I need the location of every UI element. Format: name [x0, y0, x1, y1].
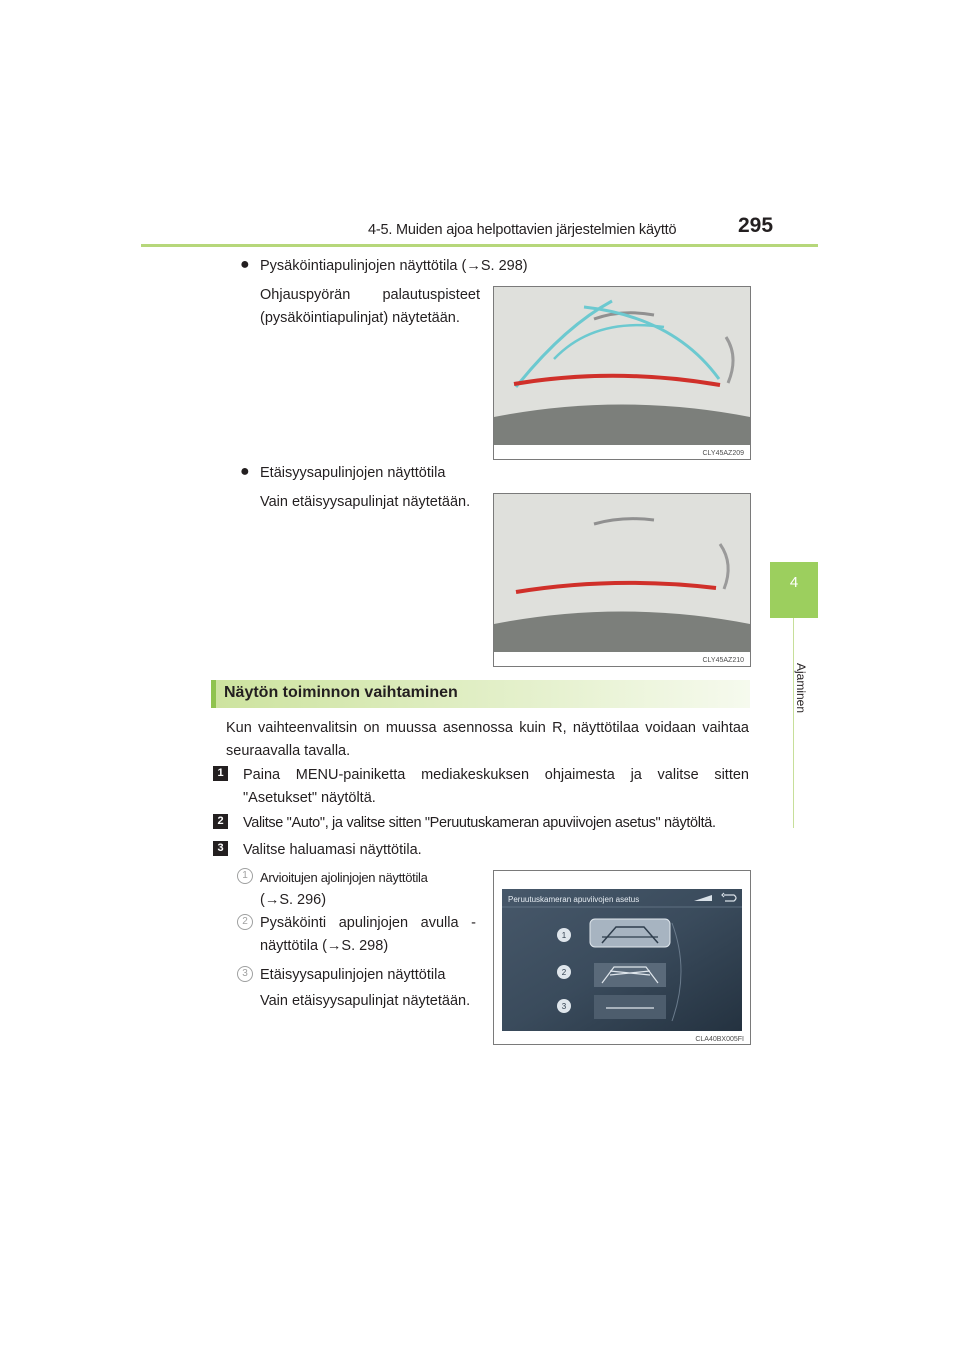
guide-line-settings-screen-figure — [493, 870, 751, 1045]
option-1-line2: (→S. 296) — [260, 892, 327, 908]
bullet-2-text: Vain etäisyysapulinjat näytetään. — [260, 494, 471, 510]
bullet-1-symbol: ● — [240, 256, 250, 273]
step-3-line1: Valitse haluamasi näyttötila. — [243, 842, 422, 858]
section-intro-line1: Kun vaihteenvalitsin on muussa asennossa kuin R, näyttötilaa voidaan vaihtaa — [226, 720, 749, 736]
step-3-number: 3 — [213, 841, 228, 856]
screen-item-1: 1 — [561, 931, 567, 940]
distance-guide-lines-figure — [493, 493, 751, 667]
figure-code-3: CLA40BX005FI — [695, 1036, 744, 1043]
option-2-line1: Pysäköinti apulinjojen avulla - — [260, 915, 476, 931]
section-intro-line2: seuraavalla tavalla. — [226, 743, 351, 759]
option-1-number: 1 — [237, 868, 253, 884]
bullet-2-symbol: ● — [240, 463, 250, 480]
chapter-tab-rule — [793, 618, 794, 828]
option-2-line2: näyttötila (→S. 298) — [260, 938, 389, 954]
step-1-line1: Paina MENU-painiketta mediakeskuksen ohjaimesta ja valitse sitten — [243, 767, 749, 783]
chapter-tab-number: 4 — [789, 574, 799, 591]
parking-guide-lines-figure — [493, 286, 751, 460]
bullet-1-text-line1: Ohjauspyörän palautuspisteet — [260, 287, 480, 303]
bullet-2-heading: Etäisyysapulinjojen näyttötila — [260, 465, 446, 481]
page-number: 295 — [738, 214, 774, 237]
chapter-header: 4-5. Muiden ajoa helpottavien järjestelmien käyttö — [368, 222, 677, 238]
screen-item-3: 3 — [561, 1002, 567, 1011]
figure-code-2: CLY45AZ210 — [702, 657, 744, 664]
header-rule — [141, 244, 818, 247]
option-3-button[interactable] — [594, 995, 666, 1019]
bullet-1-text-line2: (pysäköintiapulinjat) näytetään. — [260, 310, 460, 326]
option-3-line2: Vain etäisyysapulinjat näytetään. — [260, 993, 471, 1009]
screen-title: Peruutuskameran apuviivojen asetus — [508, 895, 640, 904]
bullet-1-heading: Pysäköintiapulinjojen näyttötila (→S. 298) — [260, 258, 528, 274]
figure-code-1: CLY45AZ209 — [702, 450, 744, 457]
step-2-number: 2 — [213, 814, 228, 829]
option-3-line1: Etäisyysapulinjojen näyttötila — [260, 967, 446, 983]
distance-guide-lines-illustration — [494, 494, 750, 666]
section-title: Näytön toiminnon vaihtaminen — [224, 684, 458, 701]
option-2-number: 2 — [237, 914, 253, 930]
chapter-tab-label: Ajaminen — [794, 663, 808, 714]
parking-guide-lines-illustration — [494, 287, 750, 459]
option-3-number: 3 — [237, 966, 253, 982]
step-1-number: 1 — [213, 766, 228, 781]
screen-item-2: 2 — [561, 968, 567, 977]
option-1-line1: Arvioitujen ajolinjojen näyttötila — [260, 870, 428, 885]
step-1-line2: "Asetukset" näytöltä. — [243, 790, 376, 806]
step-2-line1: Valitse "Auto", ja valitse sitten "Peruutuskameran apuviivojen asetus" näytöltä. — [243, 815, 716, 831]
settings-screen-illustration — [494, 871, 750, 1044]
